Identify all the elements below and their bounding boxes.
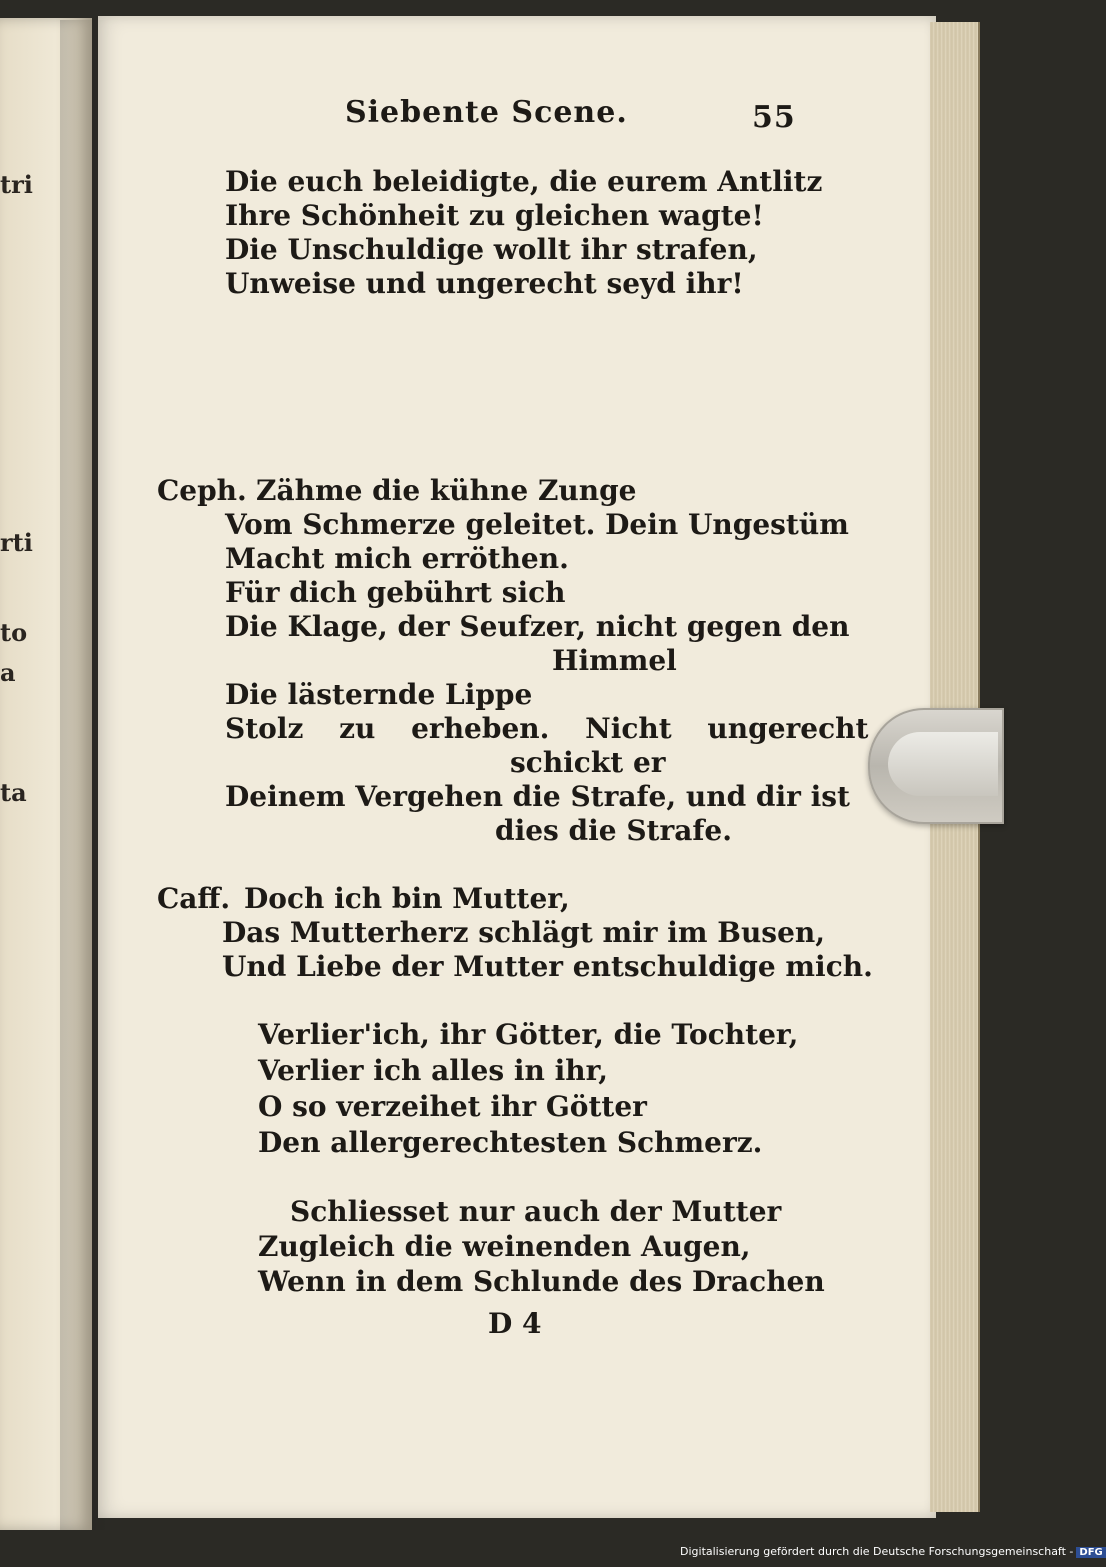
verse-line: Wenn in dem Schlunde des Drachen (258, 1265, 825, 1298)
verse-line-continuation: Himmel (552, 644, 677, 677)
verse-line: O so verzeihet ihr Götter (258, 1090, 647, 1123)
speaker-label-ceph: Ceph. (157, 474, 247, 507)
gutter-shadow (60, 20, 110, 1530)
left-page-fragment: rti (0, 528, 33, 557)
verse-line: Stolz zu erheben. Nicht ungerecht (225, 712, 869, 745)
verse-line: Vom Schmerze geleitet. Dein Ungestüm (225, 508, 849, 541)
verse-line: Die lästernde Lippe (225, 678, 533, 711)
verse-line: Zugleich die weinenden Augen, (258, 1230, 751, 1263)
verse-line: Zähme die kühne Zunge (256, 474, 637, 507)
verse-line: Verlier'ich, ihr Götter, die Tochter, (258, 1018, 799, 1051)
left-page-fragment: a (0, 658, 16, 687)
verse-line: Unweise und ungerecht seyd ihr! (225, 267, 744, 300)
page-number: 55 (752, 100, 796, 135)
verse-line: Doch ich bin Mutter, (244, 882, 570, 915)
left-page-fragment: to (0, 618, 28, 647)
verse-line: Den allergerechtesten Schmerz. (258, 1126, 763, 1159)
left-page-fragment: tri (0, 170, 33, 199)
verse-line: Deinem Vergehen die Strafe, und dir ist (225, 780, 850, 813)
verse-line: Und Liebe der Mutter entschuldige mich. (222, 950, 873, 983)
signature-mark: D 4 (488, 1307, 542, 1340)
left-page-fragment: ta (0, 778, 27, 807)
verse-line: Schliesset nur auch der Mutter (290, 1195, 782, 1228)
verse-line: Das Mutterherz schlägt mir im Busen, (222, 916, 825, 949)
speaker-label-cass: Caff. (157, 882, 231, 915)
verse-line: Die Klage, der Seufzer, nicht gegen den (225, 610, 850, 643)
verse-line: Die euch beleidigte, die eurem Antlitz (225, 165, 823, 198)
verse-line-continuation: schickt er (510, 746, 666, 779)
running-title: Siebente Scene. (345, 95, 628, 130)
page-clip (868, 708, 1004, 824)
bleed-through-text (330, 340, 344, 375)
verse-line: Für dich gebührt sich (225, 576, 566, 609)
verse-line-continuation: dies die Strafe. (495, 814, 732, 847)
verse-line: Ihre Schönheit zu gleichen wagte! (225, 199, 764, 232)
verse-line: Macht mich erröthen. (225, 542, 569, 575)
dfg-logo: DFG (1076, 1547, 1105, 1558)
footer-text: Digitalisierung gefördert durch die Deutsche Forschungsgemeinschaft - (680, 1545, 1074, 1558)
footer-credit (680, 1545, 1106, 1558)
verse-line: Verlier ich alles in ihr, (258, 1054, 609, 1087)
verse-line: Die Unschuldige wollt ihr strafen, (225, 233, 758, 266)
